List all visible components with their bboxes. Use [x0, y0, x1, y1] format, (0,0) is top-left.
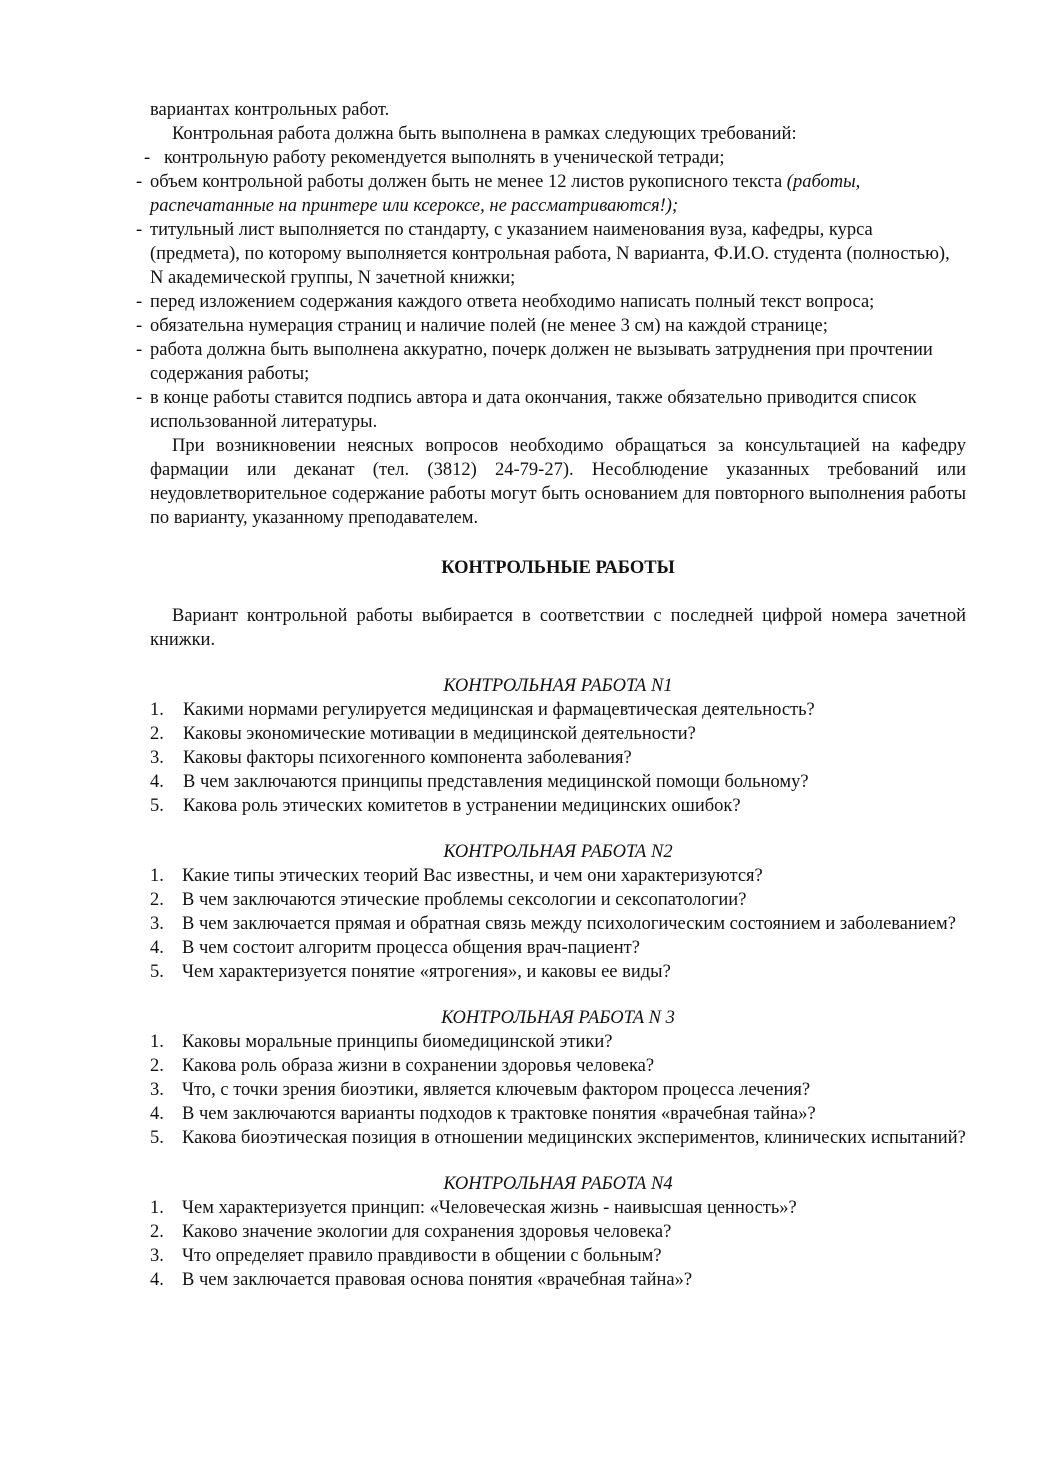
requirement-text: контрольную работу рекомендуется выполнять в ученической тетради; [164, 148, 725, 168]
question-item [150, 722, 966, 746]
variant-choice-note: Вариант контрольной работы выбирается в соответствии с последней цифрой номера зачетной книжки. [150, 606, 966, 650]
question-number: 1. [150, 1032, 164, 1052]
question-number: 3. [150, 1246, 164, 1266]
requirement-text: в конце работы ставится подпись автора и дата окончания, также обязательно приводится список использованной литературы. [150, 388, 917, 432]
question-number: 4. [150, 1104, 164, 1124]
question-text: Что, с точки зрения биоэтики, является ключевым фактором процесса лечения? [182, 1080, 811, 1100]
question-item [150, 794, 966, 818]
requirement-item [136, 314, 966, 338]
requirement-item [144, 146, 966, 170]
dash-marker: - [136, 292, 143, 312]
requirement-item [136, 290, 966, 314]
dash-marker: - [136, 220, 143, 240]
requirement-item [136, 338, 966, 386]
question-item [150, 1220, 966, 1244]
question-number: 3. [150, 748, 164, 768]
requirements-list [136, 146, 966, 434]
question-number: 5. [150, 796, 164, 816]
question-number: 3. [150, 1080, 164, 1100]
variant-title: КОНТРОЛЬНАЯ РАБОТА N1 [443, 676, 673, 696]
requirement-text: объем контрольной работы должен быть не менее 12 листов рукописного текста [150, 172, 787, 192]
variant-title: КОНТРОЛЬНАЯ РАБОТА N2 [443, 842, 673, 862]
question-item [150, 864, 966, 888]
question-item [150, 1078, 966, 1102]
question-number: 5. [150, 1128, 164, 1148]
requirement-item [136, 386, 966, 434]
question-list [150, 698, 966, 818]
question-number: 5. [150, 962, 164, 982]
question-text: В чем заключаются принципы представления медицинской помощи больному? [183, 772, 809, 792]
question-number: 1. [150, 1198, 164, 1218]
question-item [150, 936, 966, 960]
question-item [150, 698, 966, 722]
question-text: Каковы факторы психогенного компонента заболевания? [183, 748, 632, 768]
requirement-text: работа должна быть выполнена аккуратно, почерк должен не вызывать затруднения при прочтении содержания работы; [150, 340, 933, 384]
question-number: 2. [150, 724, 164, 744]
question-text: Какие типы этических теорий Вас известны, и чем они характеризуются? [182, 866, 763, 886]
question-number: 3. [150, 914, 164, 934]
question-text: В чем заключается правовая основа понятия «врачебная тайна»? [182, 1270, 693, 1290]
section-heading: КОНТРОЛЬНЫЕ РАБОТЫ [441, 558, 675, 578]
question-text: В чем состоит алгоритм процесса общения врач-пациент? [182, 938, 640, 958]
question-text: Какова роль образа жизни в сохранении здоровья человека? [182, 1056, 655, 1076]
dash-marker: - [136, 388, 143, 408]
question-text: В чем заключается прямая и обратная связь между психологическим состоянием и заболеванием? [182, 914, 956, 934]
question-item [150, 1030, 966, 1054]
requirement-text: титульный лист выполняется по стандарту, с указанием наименования вуза, кафедры, курса (предмета), по которому выполняется контрольная работа, N варианта, Ф.И.О. студента (полностью), N академической группы, N зачетной книжки; [150, 220, 950, 288]
variant-title: КОНТРОЛЬНАЯ РАБОТА N4 [443, 1174, 673, 1194]
question-item [150, 1126, 966, 1150]
question-text: Какова биоэтическая позиция в отношении медицинских экспериментов, клинических испытаний? [182, 1128, 966, 1148]
question-item [150, 746, 966, 770]
requirement-text: перед изложением содержания каждого ответа необходимо написать полный текст вопроса; [150, 292, 875, 312]
question-item [150, 1054, 966, 1078]
question-number: 4. [150, 938, 164, 958]
question-item [150, 1244, 966, 1268]
question-text: Каково значение экологии для сохранения здоровья человека? [182, 1222, 672, 1242]
question-number: 4. [150, 1270, 164, 1290]
requirements-intro: Контрольная работа должна быть выполнена в рамках следующих требований: [172, 124, 797, 144]
question-text: В чем заключаются этические проблемы сексологии и сексопатологии? [182, 890, 747, 910]
variant-title: КОНТРОЛЬНАЯ РАБОТА N 3 [441, 1008, 675, 1028]
question-text: Чем характеризуется понятие «ятрогения», и каковы ее виды? [182, 962, 671, 982]
document-page [136, 98, 966, 1292]
question-item [150, 770, 966, 794]
question-number: 1. [150, 700, 164, 720]
question-text: Какими нормами регулируется медицинская и фармацевтическая деятельность? [183, 700, 815, 720]
question-list [150, 1196, 966, 1292]
question-item [150, 888, 966, 912]
question-number: 2. [150, 1056, 164, 1076]
question-text: Каковы экономические мотивации в медицинской деятельности? [183, 724, 696, 744]
question-number: 2. [150, 890, 164, 910]
question-text: Что определяет правило правдивости в общении с больным? [182, 1246, 662, 1266]
dash-marker: - [136, 316, 143, 336]
question-item [150, 912, 966, 936]
question-item [150, 1268, 966, 1292]
question-number: 4. [150, 772, 164, 792]
question-text: В чем заключаются варианты подходов к трактовке понятия «врачебная тайна»? [182, 1104, 816, 1124]
intro-fragment: вариантах контрольных работ. [150, 100, 390, 120]
requirement-note: (работы, распечатанные на принтере или ксероксе, не рассматриваются!); [150, 172, 861, 216]
question-number: 2. [150, 1222, 164, 1242]
question-number: 1. [150, 866, 164, 886]
question-text: Какова роль этических комитетов в устранении медицинских ошибок? [183, 796, 741, 816]
dash-marker: - [144, 148, 151, 168]
requirement-text: обязательна нумерация страниц и наличие полей (не менее 3 см) на каждой странице; [150, 316, 828, 336]
dash-marker: - [136, 172, 143, 192]
consultation-paragraph: При возникновении неясных вопросов необходимо обращаться за консультацией на кафедру фармации или деканат (тел. (3812) 24-79-27). Несоблюдение указанных требований или неудовлетворительное содержание работы могут быть основанием для повторного выполнения работы по варианту, указанному преподавателем. [150, 436, 966, 528]
requirement-item [136, 218, 966, 290]
dash-marker: - [136, 340, 143, 360]
question-item [150, 1196, 966, 1220]
requirement-item [136, 170, 966, 218]
question-item [150, 1102, 966, 1126]
question-item [150, 960, 966, 984]
question-list [150, 1030, 966, 1150]
question-text: Чем характеризуется принцип: «Человеческая жизнь - наивысшая ценность»? [182, 1198, 797, 1218]
question-text: Каковы моральные принципы биомедицинской этики? [182, 1032, 613, 1052]
question-list [150, 864, 966, 984]
